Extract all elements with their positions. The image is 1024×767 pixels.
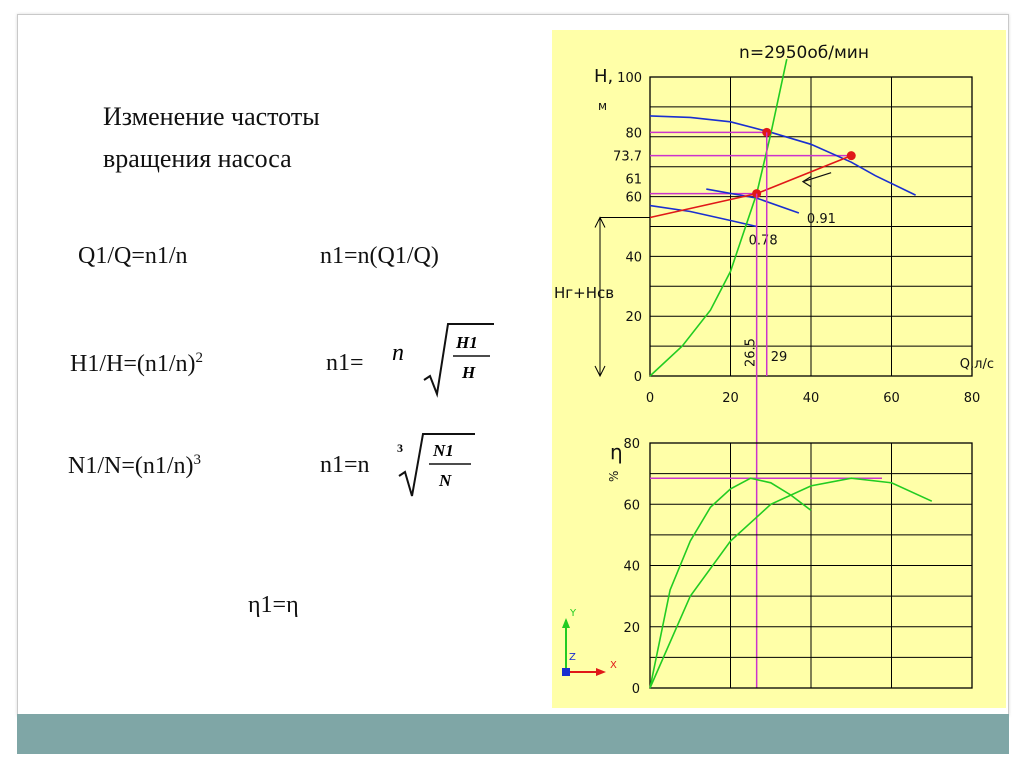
formula-n1-from-n-prefix: n1=n (320, 452, 370, 478)
h-ratio-base: H1/H=(n1/n) (70, 351, 196, 377)
formula-n1-from-h-prefix: n1= (326, 350, 364, 376)
fraction-numerator: N1 (433, 441, 454, 460)
y-axis-label: η (610, 440, 623, 464)
guide-label-vertical: 26.5 (743, 338, 759, 368)
n-ratio-exponent: 3 (193, 452, 202, 468)
formula-eta: η1=η (248, 592, 299, 618)
efficiency-label-078: 0.78 (748, 233, 778, 249)
fraction-numerator: H1 (456, 333, 478, 352)
n-ratio-base: N1/N=(n1/n) (68, 453, 194, 479)
formula-n-symbol: n (392, 340, 404, 366)
pump-chart (552, 30, 1006, 708)
guide-label: 73.7 (613, 149, 642, 165)
y-tick-label: 0 (631, 682, 640, 697)
y-tick-label: 60 (623, 498, 640, 514)
formula-h-ratio (70, 350, 203, 378)
guide-label: 80 (625, 126, 642, 142)
operating-point (847, 151, 856, 160)
y-tick-label: 40 (625, 250, 642, 266)
static-head-label: Hг+Hсв (554, 284, 615, 302)
cuberoot-n-formula (395, 428, 485, 502)
guide-label: 61 (625, 172, 642, 188)
x-tick-label: 40 (802, 391, 820, 406)
y-tick-label: 20 (625, 310, 642, 326)
y-tick-label: 60 (625, 190, 642, 206)
x-tick-label: 80 (963, 391, 981, 406)
y-tick-label: 100 (617, 71, 642, 86)
y-tick-label: 20 (623, 620, 640, 636)
h-ratio-exponent: 2 (195, 350, 204, 366)
efficiency-chart (562, 437, 972, 697)
y-axis-unit: м (598, 99, 608, 113)
efficiency-curve (650, 478, 932, 688)
y-tick-label: 40 (623, 559, 640, 575)
y-axis-unit: % (607, 470, 621, 482)
x-tick-label: 0 (645, 391, 655, 406)
sqrt-h-formula (390, 320, 500, 400)
axis-triad-label: Z (569, 652, 576, 663)
y-tick-label: 80 (623, 437, 640, 452)
y-axis-label: H, (594, 66, 614, 87)
x-axis-label: Q,л/с (959, 357, 994, 372)
root-index: 3 (397, 441, 403, 455)
y-tick-label: 0 (633, 370, 642, 385)
formula-n1-from-q: n1=n(Q1/Q) (320, 243, 439, 269)
axis-triad-x-arrowhead (596, 668, 606, 676)
formula-n-ratio (68, 452, 201, 480)
title-line-2: вращения насоса (103, 144, 292, 173)
similarity-line (650, 156, 851, 218)
pump-chart-panel (552, 30, 1006, 708)
head-flow-chart (554, 43, 994, 688)
efficiency-label-091: 0.91 (806, 212, 836, 228)
fraction-denominator: H (462, 363, 476, 382)
fraction-denominator: N (439, 471, 452, 490)
axis-triad-y-arrowhead (562, 618, 570, 628)
guide-label-vertical: 29 (770, 350, 788, 366)
x-tick-label: 20 (722, 391, 739, 406)
axis-triad-label: Y (570, 608, 577, 619)
formula-q-ratio: Q1/Q=n1/n (78, 243, 188, 269)
pump-curve-078 (650, 206, 757, 227)
slide-title (103, 96, 320, 180)
chart-title: n=2950об/мин (739, 43, 869, 63)
slide-footer-band (17, 714, 1009, 754)
axis-triad-z (562, 668, 570, 676)
x-tick-label: 60 (883, 391, 900, 406)
title-line-1: Изменение частоты (103, 102, 320, 131)
axis-triad-label: X (610, 660, 617, 671)
